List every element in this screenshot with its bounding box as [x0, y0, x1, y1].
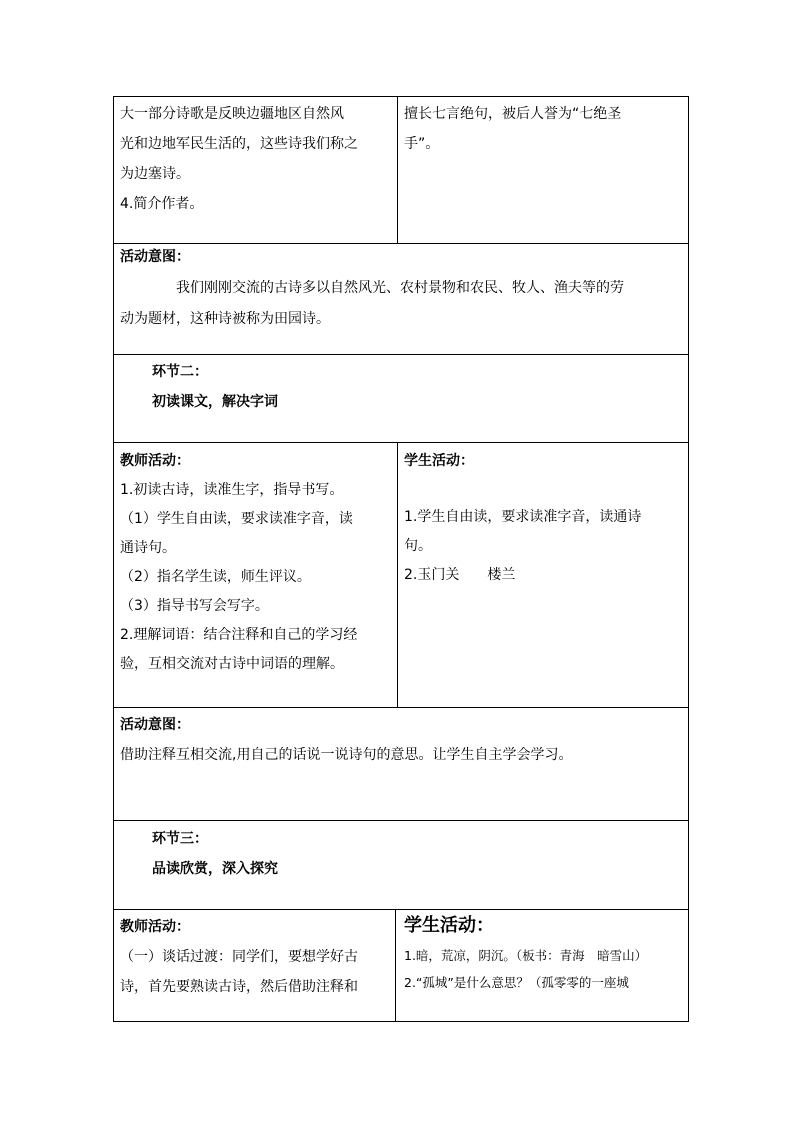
activity-intent-2 [120, 710, 684, 770]
stage-2-header [152, 357, 652, 417]
section-heading: 教师活动： [120, 453, 190, 469]
section-heading: 活动意图： [120, 717, 190, 733]
text-line: （3）指导书写会写字。 [120, 598, 269, 614]
text-line: 我们刚刚交流的古诗多以自然风光、农村景物和农民、牧人、渔夫等的劳 [176, 280, 624, 296]
stage-title: 环节二： [152, 364, 208, 380]
lesson-plan-table [113, 96, 689, 1022]
intro-left-cell [120, 99, 396, 219]
text-line: 动为题材，这种诗被称为田园诗。 [120, 311, 330, 327]
activity-intent-1 [120, 242, 684, 335]
text-line: 验，互相交流对古诗中词语的理解。 [120, 656, 344, 672]
text-line: （2）指名学生读，师生评议。 [120, 569, 311, 585]
section-heading: 学生活动： [404, 915, 494, 936]
text-line: 擅长七言绝句，被后人誉为“七绝圣 [404, 106, 622, 122]
text-line: 2.玉门关 楼兰 [404, 567, 516, 583]
row-divider [114, 354, 688, 355]
stage-3-header [152, 824, 652, 884]
text-line: 通诗句。 [120, 540, 176, 556]
teacher-activity-3 [120, 912, 394, 1002]
text-line: （1）学生自由读，要求读准字音，读 [120, 511, 353, 527]
intro-right-cell [404, 99, 684, 159]
section-heading: 活动意图： [120, 249, 190, 265]
column-divider [395, 909, 396, 1021]
text-line: 借助注释互相交流,用自己的话说一说诗句的意思。让学生自主学会学习。 [120, 747, 573, 763]
section-heading: 教师活动： [120, 919, 190, 935]
text-line: （一）谈话过渡：同学们，要想学好古 [120, 949, 358, 965]
row-divider [114, 820, 688, 821]
student-activity-2 [404, 447, 686, 590]
section-heading: 学生活动： [404, 453, 474, 469]
text-line: 4.简介作者。 [120, 196, 204, 212]
text-line: 手”。 [404, 136, 440, 152]
stage-subtitle: 初读课文，解决字词 [152, 394, 278, 410]
column-divider [397, 442, 398, 707]
stage-title: 环节三： [152, 831, 208, 847]
text-line: 诗，首先要熟读古诗，然后借助注释和 [120, 979, 358, 995]
text-line: 1.学生自由读，要求读准字音，读通诗 [404, 509, 642, 525]
text-line: 2.“孤城”是什么意思？（孤零零的一座城 [404, 975, 629, 990]
column-divider [397, 97, 398, 243]
teacher-activity-2 [120, 447, 396, 679]
row-divider [114, 442, 688, 443]
text-line: 大一部分诗歌是反映边疆地区自然风 [120, 106, 344, 122]
text-line: 1.初读古诗，读准生字，指导书写。 [120, 482, 344, 498]
student-activity-3 [404, 910, 687, 996]
text-line: 2.理解词语：结合注释和自己的学习经 [120, 627, 358, 643]
text-line: 句。 [404, 538, 432, 554]
text-line: 光和边地军民生活的，这些诗我们称之 [120, 136, 358, 152]
stage-subtitle: 品读欣赏，深入探究 [152, 861, 278, 877]
text-line: 为边塞诗。 [120, 166, 190, 182]
row-divider [114, 707, 688, 708]
text-line: 1.暗，荒凉，阴沉。（板书：青海 暗雪山） [404, 948, 648, 963]
